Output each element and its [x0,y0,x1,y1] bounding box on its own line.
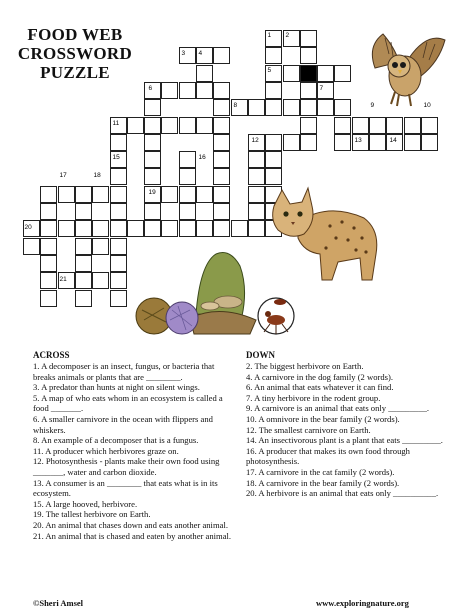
crossword-cell[interactable] [144,220,161,237]
clue-number: 20 [24,224,32,231]
clue-number: 17 [59,172,67,179]
crossword-cell[interactable] [110,220,127,237]
clue-number: 2 [285,32,290,39]
clue-number: 9 [370,102,375,109]
crossword-cell[interactable] [110,290,127,307]
crossword-cell[interactable] [75,186,92,203]
down-heading: DOWN [246,350,275,360]
crossword-cell[interactable] [40,220,57,237]
clue-number: 1 [267,32,272,39]
crossword-cell[interactable] [40,186,57,203]
crossword-cell[interactable] [179,151,196,168]
crossword-cell[interactable] [300,47,317,64]
crossword-cell[interactable] [75,255,92,272]
down-clue: 18. A carnivore in the bear family (2 words). [246,477,400,488]
clue-number: 3 [181,50,186,57]
crossword-cell[interactable] [248,99,265,116]
crossword-cell[interactable] [317,65,334,82]
title-line-1: FOOD WEB [27,25,123,44]
clue-number: 14 [389,137,397,144]
crossword-cell[interactable] [213,134,230,151]
clue-number: 12 [251,137,259,144]
crossword-cell[interactable] [127,220,144,237]
clue-number: 18 [93,172,101,179]
crossword-cell[interactable] [110,203,127,220]
crossword-cell[interactable] [317,99,334,116]
crossword-cell[interactable] [404,117,421,134]
down-clue: 4. A carnivore in the dog family (2 words). [246,371,394,382]
crossword-cell[interactable] [161,82,178,99]
owl-illustration [365,28,447,112]
down-clue: 14. An insectivorous plant is a plant that eats _________. [246,435,443,446]
crossword-cell[interactable] [213,186,230,203]
crossword-cell[interactable] [144,99,161,116]
clue-number: 11 [112,120,120,127]
crossword-cell[interactable] [23,238,40,255]
crossword-cell[interactable] [404,134,421,151]
clue-number: 8 [233,102,238,109]
across-clue: 13. A consumer is an ________ that eats what is in its ecosystem. [33,477,218,499]
crossword-cell[interactable] [110,238,127,255]
crossword-cell[interactable] [265,134,282,151]
crossword-cell[interactable] [213,151,230,168]
across-clue: 12. Photosynthesis - plants make their own food using _______, water and carbon dioxide. [33,456,220,477]
crossword-cell[interactable] [179,168,196,185]
crossword-cell[interactable] [213,220,230,237]
across-clue: 1. A decomposer is an insect, fungus, or bacteria that breaks animals or plants that are ________. [33,361,215,382]
crossword-cell[interactable] [161,117,178,134]
crossword-cell[interactable] [369,117,386,134]
crossword-cell[interactable] [265,99,282,116]
crossword-cell[interactable] [40,290,57,307]
crossword-cell[interactable] [161,186,178,203]
clue-number: 19 [148,189,156,196]
crossword-cell[interactable] [421,134,438,151]
crossword-cell[interactable] [283,134,300,151]
crossword-cell[interactable] [40,238,57,255]
across-clue: 21. An animal that is chased and eaten by another animal. [33,530,232,541]
crossword-cell[interactable] [265,151,282,168]
crossword-cell[interactable] [92,272,109,289]
across-heading: ACROSS [33,350,70,360]
crossword-cell[interactable] [300,82,317,99]
crossword-cell[interactable] [231,220,248,237]
crossword-cell[interactable] [265,82,282,99]
crossword-cell[interactable] [369,134,386,151]
across-clue: 5. A map of who eats whom in an ecosystem is called a food _______. [33,392,223,414]
crossword-cell[interactable] [110,168,127,185]
down-clue: 17. A carnivore in the cat family (2 words). [246,466,395,477]
across-clue: 6. A smaller carnivore in the ocean with flippers and whiskers. [33,413,213,435]
crossword-cell[interactable] [283,99,300,116]
crossword-cell[interactable] [334,99,351,116]
down-clue-list [246,361,451,499]
crossword-cell[interactable] [92,238,109,255]
clue-number: 15 [112,154,120,161]
crossword-black-square [300,65,317,82]
crossword-cell[interactable] [248,151,265,168]
website-text: www.exploringnature.org [316,598,409,608]
down-clue: 2. The biggest herbivore on Earth. [246,361,364,371]
crossword-cell[interactable] [265,47,282,64]
down-clue: 12. The smallest carnivore on Earth. [246,424,371,435]
crossword-cell[interactable] [179,82,196,99]
crossword-cell[interactable] [92,186,109,203]
crossword-cell[interactable] [334,134,351,151]
crossword-cell[interactable] [248,203,265,220]
crossword-cell[interactable] [213,82,230,99]
crossword-cell[interactable] [110,272,127,289]
crossword-cell[interactable] [179,186,196,203]
crossword-cell[interactable] [196,65,213,82]
crossword-cell[interactable] [196,220,213,237]
crossword-cell[interactable] [283,65,300,82]
crossword-cell[interactable] [213,117,230,134]
crossword-cell[interactable] [334,117,351,134]
crossword-cell[interactable] [300,117,317,134]
crossword-cell[interactable] [179,203,196,220]
crossword-cell[interactable] [213,99,230,116]
crossword-cell[interactable] [196,186,213,203]
clue-number: 10 [423,102,431,109]
crossword-cell[interactable] [248,168,265,185]
crossword-cell[interactable] [75,272,92,289]
crossword-cell[interactable] [196,82,213,99]
clue-number: 4 [198,50,203,57]
crossword-cell[interactable] [213,47,230,64]
across-clue: 20. An animal that chases down and eats another animal. [33,519,228,530]
crossword-cell[interactable] [352,117,369,134]
across-clue: 3. A predator than hunts at night on silent wings. [33,382,200,393]
crossword-cell[interactable] [300,99,317,116]
crossword-cell[interactable] [421,117,438,134]
crossword-cell[interactable] [248,220,265,237]
crossword-cell[interactable] [75,203,92,220]
crossword-cell[interactable] [75,290,92,307]
crossword-cell[interactable] [213,203,230,220]
crossword-cell[interactable] [127,117,144,134]
across-clue-list [33,361,233,541]
across-clue: 11. A producer which herbivores graze on. [33,445,179,456]
crossword-cell[interactable] [75,220,92,237]
clue-number: 13 [354,137,362,144]
crossword-cell[interactable] [248,186,265,203]
crossword-cell[interactable] [144,82,161,99]
title-line-3: PUZZLE [40,63,110,82]
down-clue: 6. An animal that eats whatever it can find. [246,382,394,393]
clue-number: 6 [148,85,153,92]
crossword-cell[interactable] [334,65,351,82]
title-line-2: CROSSWORD [17,44,133,63]
crossword-cell[interactable] [40,203,57,220]
clue-number: 21 [59,276,67,283]
crossword-cell[interactable] [40,272,57,289]
across-clue: 19. The tallest herbivore on Earth. [33,509,151,520]
crossword-cell[interactable] [386,117,403,134]
down-clue: 10. A omnivore in the bear family (2 words). [246,413,400,424]
crossword-cell[interactable] [110,255,127,272]
crossword-cell[interactable] [179,117,196,134]
ecosystem-illustration [130,244,298,342]
crossword-cell[interactable] [58,220,75,237]
crossword-cell[interactable] [179,220,196,237]
crossword-cell[interactable] [40,255,57,272]
crossword-cell[interactable] [196,117,213,134]
across-clue: 8. An example of a decomposer that is a fungus. [33,435,199,446]
across-clue: 15. A large hooved, herbivore. [33,498,138,509]
crossword-cell[interactable] [110,134,127,151]
copyright-text: ©Sheri Amsel [33,598,84,608]
down-clue: 16. A producer that makes its own food through photosynthesis. [246,445,410,467]
crossword-cell[interactable] [144,151,161,168]
crossword-cell[interactable] [75,238,92,255]
down-clue: 20. A herbivore is an animal that eats only __________. [246,488,439,499]
clue-number: 7 [319,85,324,92]
crossword-cell[interactable] [110,186,127,203]
crossword-cell[interactable] [144,168,161,185]
crossword-cell[interactable] [92,220,109,237]
crossword-cell[interactable] [300,30,317,47]
crossword-cell[interactable] [161,220,178,237]
crossword-cell[interactable] [58,186,75,203]
down-clue: 9. A carnivore is an animal that eats only _________. [246,403,430,414]
crossword-cell[interactable] [213,168,230,185]
crossword-cell[interactable] [144,117,161,134]
clue-number: 5 [267,67,272,74]
down-clue: 7. A tiny herbivore in the rodent group. [246,392,381,403]
crossword-cell[interactable] [144,134,161,151]
crossword-cell[interactable] [144,203,161,220]
crossword-cell[interactable] [300,134,317,151]
clue-number: 16 [198,154,206,161]
